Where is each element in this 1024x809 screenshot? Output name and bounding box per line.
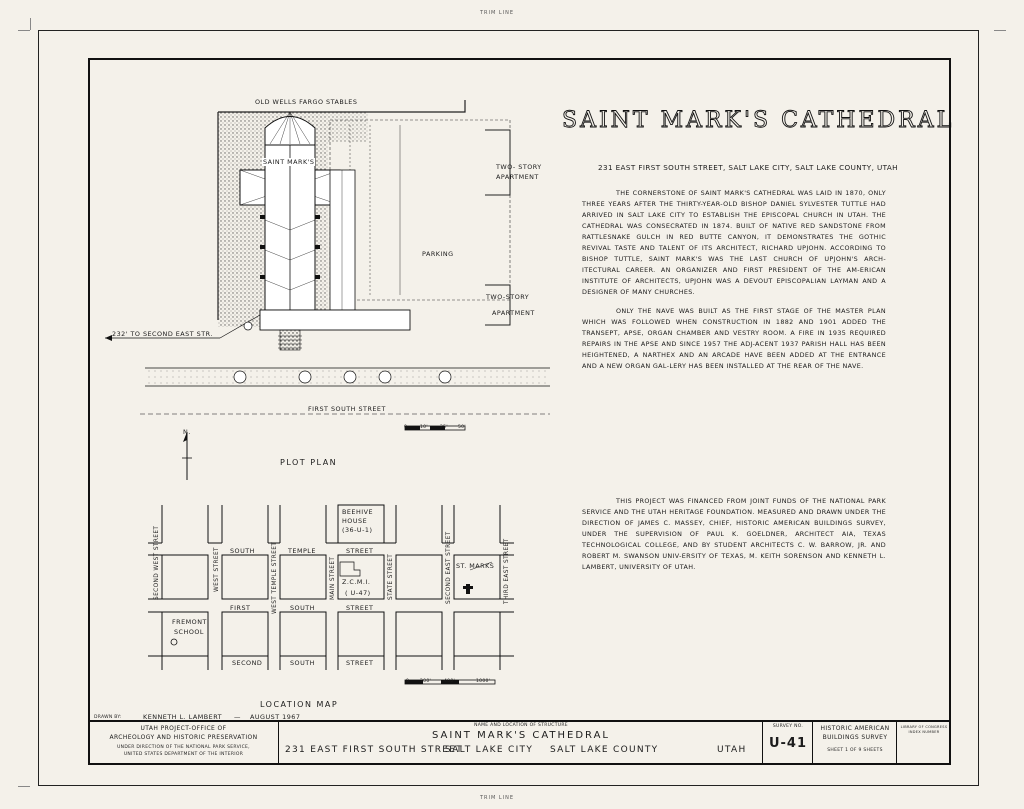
office-cell [88, 722, 279, 765]
apartment-bottom-line-1: TWO-STORY [486, 293, 530, 301]
location-state: UTAH [717, 745, 747, 755]
apartment-top-line-1: TWO- STORY [496, 163, 542, 171]
zcmi-line-1: Z.C.M.I. [342, 578, 371, 586]
office-small-2: UNITED STATES DEPARTMENT OF THE INTERIOR [123, 752, 244, 757]
beehive-line-3: (36-U-1) [342, 526, 373, 534]
structure-address: 231 EAST FIRST SOUTH STREET, SALT LAKE CITY, SALT LAKE COUNTY, UTAH [598, 163, 898, 172]
structure-name: SAINT MARK'S CATHEDRAL [432, 730, 610, 741]
street-temple-word: TEMPLE [288, 547, 316, 555]
st-marks-label: ST. MARKS [456, 562, 495, 570]
street-south2-word: SOUTH [290, 604, 315, 612]
street-south3-word: SOUTH [290, 659, 315, 667]
location-county: SALT LAKE COUNTY [550, 745, 659, 755]
title-block [88, 720, 951, 765]
stables-label: OLD WELLS FARGO STABLES [255, 98, 358, 106]
fremont-line-2: SCHOOL [174, 628, 204, 636]
avenue-main: MAIN STREET [330, 556, 336, 600]
library-line-1: LIBRARY OF CONGRESS [900, 725, 948, 729]
plot-scale-25: 25' [440, 425, 448, 430]
crop-mark [18, 786, 30, 787]
structure-label: NAME AND LOCATION OF STRUCTURE [474, 723, 568, 728]
office-line-2: ARCHEOLOGY AND HISTORIC PRESERVATION [109, 734, 258, 741]
second-east-label: 232' TO SECOND EAST STR. [112, 330, 213, 338]
avenue-third-east: THIRD EAST STREET [504, 538, 510, 604]
street-street-word: STREET [346, 547, 374, 555]
habs-line-1: HISTORIC AMERICAN [820, 725, 890, 732]
avenue-west-temple: WEST TEMPLE STREET [272, 541, 278, 614]
street-south-word: SOUTH [230, 547, 255, 555]
loc-scale-400: 400' [444, 679, 456, 684]
library-cell [897, 722, 951, 765]
parking-label: PARKING [422, 250, 454, 258]
plot-scale-0: 0 [404, 425, 408, 430]
location-street: 231 EAST FIRST SOUTH STREET [285, 745, 464, 755]
north-arrow-icon [180, 428, 194, 484]
plot-plan-title: PLOT PLAN [280, 458, 338, 467]
avenue-second-east: SECOND EAST STREET [446, 531, 452, 604]
north-label: N. [183, 428, 191, 436]
survey-cell [763, 722, 813, 765]
plot-scale-50: 50' [458, 425, 466, 430]
zcmi-line-2: ( U-47) [345, 589, 371, 597]
loc-scale-1000: 1000' [476, 679, 491, 684]
location-city: SALT LAKE CITY [445, 745, 534, 755]
trim-line-top: TRIM LINE [480, 10, 515, 16]
avenue-state: STATE STREET [388, 553, 394, 600]
apartment-top-line-2: APARTMENT [496, 173, 539, 181]
habs-line-2: BUILDINGS SURVEY [822, 734, 888, 741]
survey-label: SURVEY NO. [772, 724, 804, 729]
loc-scale-200: 200' [420, 679, 432, 684]
drawn-by-name: KENNETH L. LAMBERT [143, 713, 223, 721]
street-first-word: FIRST [230, 604, 251, 612]
first-south-street-label: FIRST SOUTH STREET [308, 405, 386, 413]
office-small-1: UNDER DIRECTION OF THE NATIONAL PARK SERVICE, [117, 745, 250, 750]
drawing-title: SAINT MARK'S CATHEDRAL [562, 108, 955, 133]
history-paragraph-1: THE CORNERSTONE OF SAINT MARK'S CATHEDRAL WAS LAID IN 1870, ONLY THREE YEARS AFTER THE THIRTY-YEAR-OLD BISHOP DANIEL SYLVESTER TUTTLE HAD ARRIVED IN SALT LAKE CITY TO ESTABLISH THE EPISCOPAL CHURCH IN UTAH. THE CATHEDRAL WAS CONSECRATED IN 1874. BUILT OF NATIVE RED SANDSTONE FROM RATTLESNAKE GULCH IN RED BUTTE CANYON, IT DEMONSTRATES THE GOTHIC REVIVAL TASTE AND TALENT OF ITS ARCHITECT, RICHARD UPJOHN. ACCORDING TO BISHOP TUTTLE, SAINT MARK'S WAS THE LAST CHURCH OF UPJOHN'S ARCH-ITECTURAL CAREER. AN ORGANIZER AND FIRST PRESIDENT OF THE AM-ERICAN INSTITUTE OF ARCHITECTS, UPJOHN WAS A DEVOUT EPISCOPALIAN LAYMAN AND A DESIGNER OF MANY CHURCHES. [582, 189, 886, 296]
beehive-line-1: BEEHIVE [342, 508, 374, 516]
location-map-title: LOCATION MAP [260, 700, 339, 709]
crop-mark [30, 18, 31, 30]
apartment-bottom-line-2: APARTMENT [492, 309, 535, 317]
crop-mark [994, 30, 1006, 31]
history-paragraph-2: ONLY THE NAVE WAS BUILT AS THE FIRST STAGE OF THE MASTER PLAN WHICH WAS FOLLOWED WHEN CONSTRUCTION IN 1882 AND 1901 ADDED THE TRANSEPT, APSE, ORGAN CHAMBER AND VESTRY ROOM. A FIRE IN 1935 REQUIRED REPAIRS IN THE APSE AND SINCE 1957 THE ADJ-ACENT 1937 PARISH HALL HAS BEEN HEIGHTENED, A NARTHEX AND AN ARCADE HAVE BEEN ADDED AT THE ENTRANCE AND A NEW ORGAN GAL-LERY HAS BEEN INSTALLED AT THE REAR OF THE NAVE. [582, 307, 886, 370]
office-line-1: UTAH PROJECT-OFFICE OF [140, 725, 227, 732]
street-street3-word: STREET [346, 659, 374, 667]
drawn-by-dash: — [234, 713, 241, 721]
sheet-count: SHEET 1 OF 9 SHEETS [827, 748, 883, 753]
drawn-by-date: AUGUST 1967 [250, 713, 301, 721]
trim-line-bottom: TRIM LINE [480, 795, 515, 801]
loc-scale-0: 0 [406, 679, 410, 684]
avenue-second-west: SECOND WEST STREET [154, 525, 160, 600]
fremont-line-1: FREMONT [172, 618, 207, 626]
credits-paragraph: THIS PROJECT WAS FINANCED FROM JOINT FUNDS OF THE NATIONAL PARK SERVICE AND THE UTAH HERITAGE FOUNDATION. MEASURED AND DRAWN UNDER THE DIRECTION OF JAMES C. MASSEY, CHIEF, HISTORIC AMERICAN BUILDINGS SURVEY, UNDER THE SUPERVISION OF PAUL K. GOELDNER, ARCHITECT AIA, TEXAS TECHNOLOGICAL COLLEGE, AND BY STUDENT ARCHITECTS C. W. BARROW, JR. AND ROBERT M. SWANSON UNIV-ERSITY OF TEXAS, M. KEITH SORENSON AND KENNETH L. LAMBERT, UNIVERSITY OF UTAH. [582, 497, 886, 571]
church-label: SAINT MARK'S [263, 158, 315, 166]
plot-plan-drawing [100, 100, 560, 440]
library-line-2: INDEX NUMBER [908, 730, 940, 734]
street-second-word: SECOND [232, 659, 263, 667]
structure-cell [279, 722, 763, 765]
survey-number: U-41 [768, 736, 808, 751]
crop-mark [18, 30, 30, 31]
habs-cell [813, 722, 897, 765]
street-street2-word: STREET [346, 604, 374, 612]
beehive-line-2: HOUSE [342, 517, 368, 525]
plot-scale-10: 10' [420, 425, 428, 430]
drawn-by-label: DRAWN BY: [94, 715, 122, 720]
avenue-west: WEST STREET [214, 547, 220, 592]
